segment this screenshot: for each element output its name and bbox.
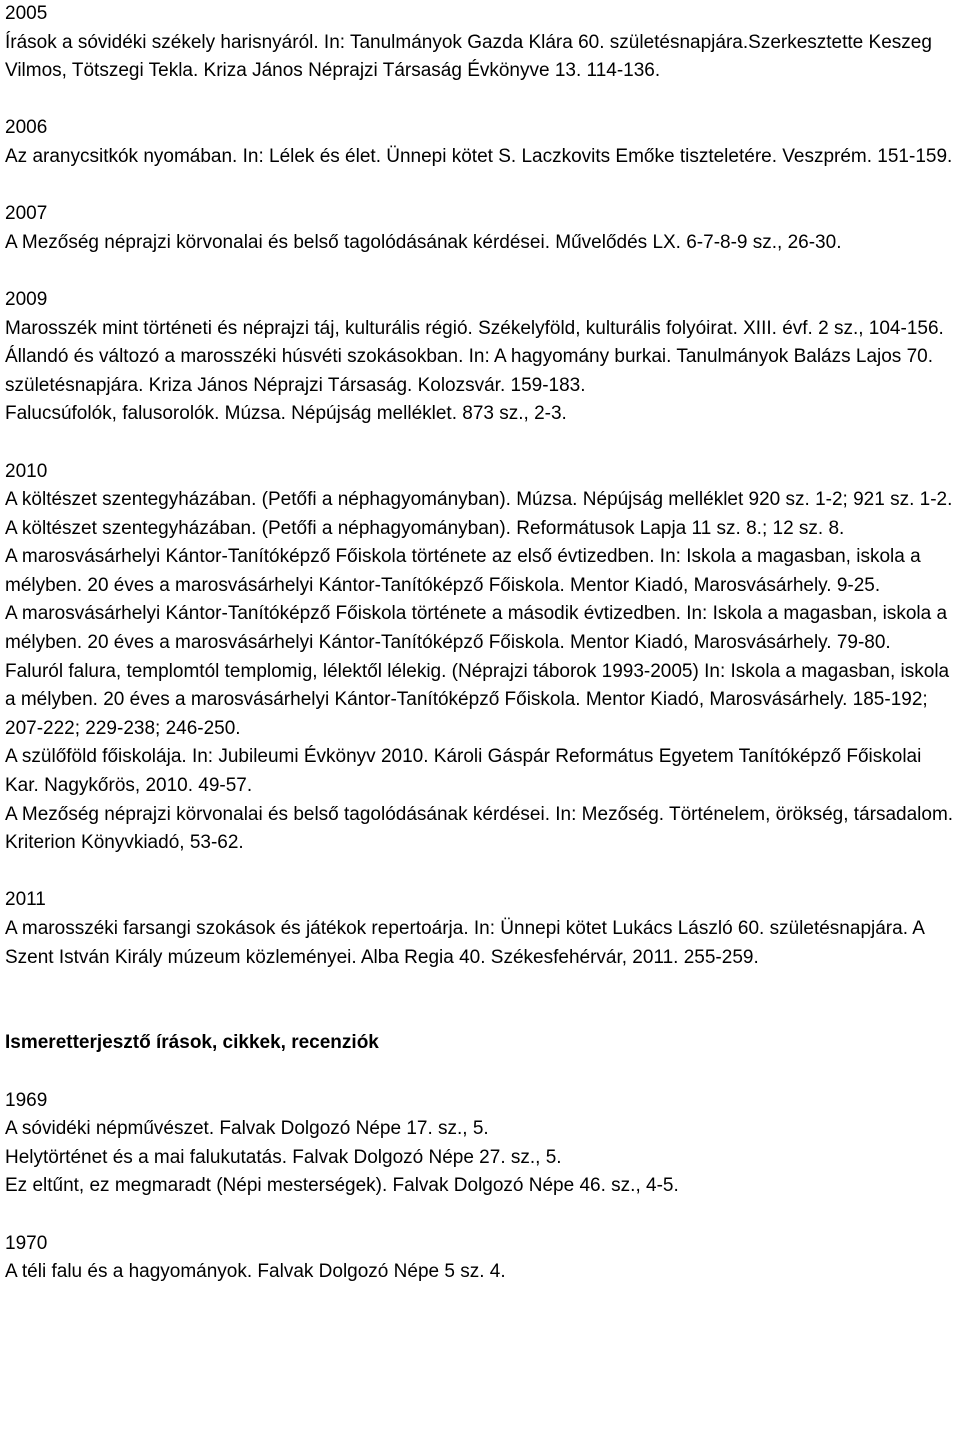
year-heading: 1970 bbox=[5, 1232, 48, 1254]
year-block-2010 bbox=[5, 458, 955, 858]
year-block-1970 bbox=[5, 1230, 955, 1287]
bibliography-entry: Marosszék mint történeti és néprajzi táj, kulturális régió. Székelyföld, kulturális folyóirat. XIII. évf. 2 sz., 104-156. bbox=[5, 317, 944, 339]
bibliography-entry: A szülőföld főiskolája. In: Jubileumi Évkönyv 2010. Károli Gáspár Református Egyetem Tanítóképző Főiskolai Kar. Nagykőrös, 2010. 49-57. bbox=[5, 746, 922, 797]
year-heading: 2011 bbox=[5, 889, 46, 911]
bibliography-entry: Az aranycsitkók nyomában. In: Lélek és élet. Ünnepi kötet S. Laczkovits Emőke tiszteletére. Veszprém. 151-159. bbox=[5, 145, 953, 167]
bibliography-entry: A Mezőség néprajzi körvonalai és belső tagolódásának kérdései. In: Mezőség. Történelem, örökség, társadalom. Kriterion Könyvkiadó, 53-62. bbox=[5, 803, 954, 854]
year-heading: 1969 bbox=[5, 1089, 48, 1111]
bibliography-entry: Írások a sóvidéki székely harisnyáról. In: Tanulmányok Gazda Klára 60. születésnapjára.Szerkesztette Keszeg Vilmos, Tötszegi Tekla. Kriza János Néprajzi Társaság Évkönyve 13. 114-136. bbox=[5, 31, 932, 82]
spacer bbox=[5, 972, 955, 1029]
bibliography-entry: Falucsúfolók, falusorolók. Múzsa. Népújság melléklet. 873 sz., 2-3. bbox=[5, 403, 567, 425]
spacer bbox=[5, 1201, 955, 1230]
year-block-2007 bbox=[5, 200, 955, 257]
year-block-2005 bbox=[5, 0, 955, 86]
year-block-2011 bbox=[5, 886, 955, 972]
bibliography-entry: Faluról falura, templomtól templomig, lélektől lélekig. (Néprajzi táborok 1993-2005) In: Iskola a magasban, iskola a mélyben. 20 éves a marosvásárhelyi Kántor-Tanítóképző Főiskola. Mentor Kiadó, Marosvásárhely. 185-192; 207-222; 229-238; 246-250. bbox=[5, 660, 950, 739]
year-heading: 2009 bbox=[5, 288, 48, 310]
bibliography-entry: A költészet szentegyházában. (Petőfi a néphagyományban). Múzsa. Népújság melléklet 920 sz. 1-2; 921 sz. 1-2. bbox=[5, 489, 953, 511]
year-heading: 2006 bbox=[5, 117, 48, 139]
spacer bbox=[5, 257, 955, 286]
year-block-1969 bbox=[5, 1087, 955, 1201]
spacer bbox=[5, 172, 955, 201]
year-heading: 2010 bbox=[5, 460, 48, 482]
bibliography-entry: Helytörténet és a mai falukutatás. Falvak Dolgozó Népe 27. sz., 5. bbox=[5, 1146, 562, 1168]
bibliography-entry: Állandó és változó a marosszéki húsvéti szokásokban. In: A hagyomány burkai. Tanulmányok Balázs Lajos 70. születésnapjára. Kriza János Néprajzi Társaság. Kolozsvár. 159-183. bbox=[5, 346, 934, 396]
year-block-2006 bbox=[5, 114, 955, 171]
bibliography-entry: A téli falu és a hagyományok. Falvak Dolgozó Népe 5 sz. 4. bbox=[5, 1261, 506, 1283]
spacer bbox=[5, 858, 955, 887]
section-heading: Ismeretterjesztő írások, cikkek, recenziók bbox=[5, 1032, 379, 1054]
bibliography-entry: A marosszéki farsangi szokások és játékok repertoárja. In: Ünnepi kötet Lukács László 60. születésnapjára. A Szent István Király múzeum közleményei. Alba Regia 40. Székesfehérvár, 2011. 255-259. bbox=[5, 918, 924, 968]
document-page bbox=[5, 0, 955, 1287]
spacer bbox=[5, 86, 955, 115]
bibliography-entry: A marosvásárhelyi Kántor-Tanítóképző Főiskola története a második évtizedben. In: Iskola a magasban, iskola a mélyben. 20 éves a marosvásárhelyi Kántor-Tanítóképző Főiskola. Mentor Kiadó, Marosvásárhely. 79-80. bbox=[5, 603, 948, 654]
spacer bbox=[5, 429, 955, 458]
bibliography-entry: A költészet szentegyházában. (Petőfi a néphagyományban). Reformátusok Lapja 11 sz. 8.; 12 sz. 8. bbox=[5, 517, 845, 539]
bibliography-entry: A marosvásárhelyi Kántor-Tanítóképző Főiskola története az első évtizedben. In: Iskola a magasban, iskola a mélyben. 20 éves a marosvásárhelyi Kántor-Tanítóképző Főiskola. Mentor Kiadó, Marosvásárhely. 9-25. bbox=[5, 546, 921, 596]
year-heading: 2007 bbox=[5, 203, 48, 225]
bibliography-entry: A sóvidéki népművészet. Falvak Dolgozó Népe 17. sz., 5. bbox=[5, 1118, 489, 1140]
spacer bbox=[5, 1058, 955, 1087]
year-heading: 2005 bbox=[5, 3, 48, 24]
bibliography-entry: Ez eltűnt, ez megmaradt (Népi mesterségek). Falvak Dolgozó Népe 46. sz., 4-5. bbox=[5, 1175, 679, 1197]
bibliography-entry: A Mezőség néprajzi körvonalai és belső tagolódásának kérdései. Művelődés LX. 6-7-8-9 sz., 26-30. bbox=[5, 231, 842, 253]
year-block-2009 bbox=[5, 286, 955, 429]
